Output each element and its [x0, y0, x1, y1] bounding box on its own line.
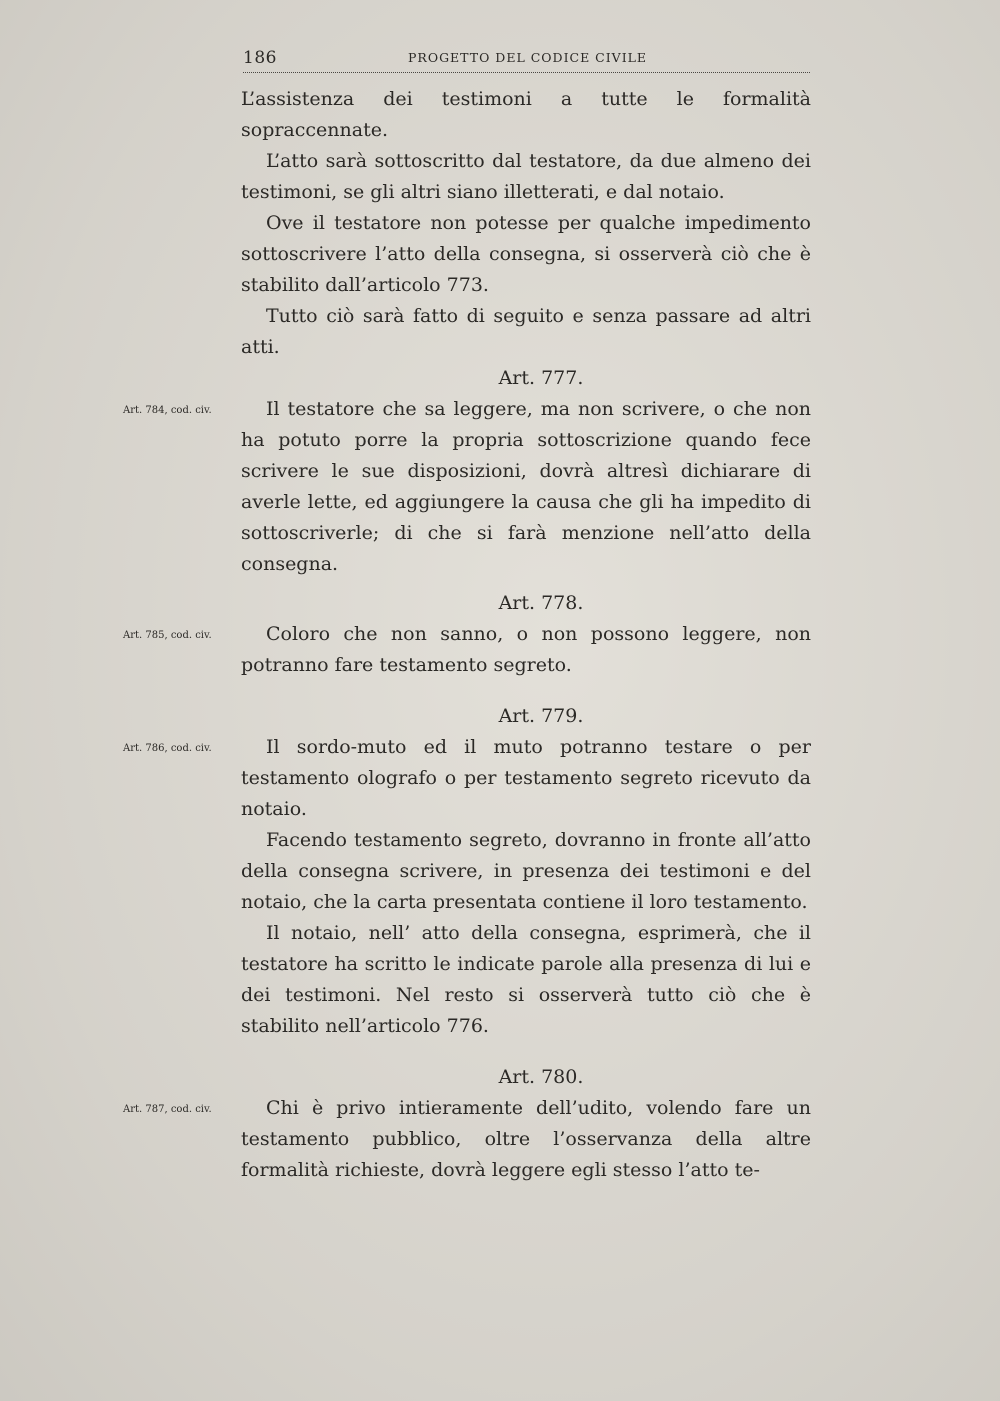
article-779: [123, 701, 811, 1042]
article-title: Art. 780.: [498, 1066, 584, 1088]
article-777: [123, 363, 811, 580]
intro-paragraph: L’assistenza dei testimoni a tutte le formalità sopraccennate.: [241, 88, 811, 141]
article-paragraph: Coloro che non sanno, o non possono leggere, non potranno fare testamento segreto.: [241, 623, 811, 676]
margin-note: Art. 787, cod. civ.: [123, 1104, 212, 1115]
article-paragraph: Il sordo-muto ed il muto potranno testare o per testamento olografo o per testamento segreto ricevuto da notaio.: [241, 736, 811, 820]
intro-paragraph: Ove il testatore non potesse per qualche impedimento sottoscrivere l’atto della consegna, si osserverà ciò che è stabilito dall’articolo 773.: [241, 212, 811, 296]
running-title: PROGETTO DEL CODICE CIVILE: [408, 50, 648, 65]
page-number: 186: [243, 48, 277, 68]
article-paragraph: Il testatore che sa leggere, ma non scrivere, o che non ha potuto porre la propria sottoscrizione quando fece scrivere le sue disposizioni, dovrà altresì dichiarare di averle lette, ed aggiungere la causa che gli ha impedito di sottoscriverle; di che si farà menzione nell’atto della consegna.: [241, 398, 811, 575]
article-780: [123, 1062, 811, 1186]
page-header: [243, 48, 810, 73]
margin-note: Art. 786, cod. civ.: [123, 743, 212, 754]
margin-note: Art. 784, cod. civ.: [123, 405, 212, 416]
article-paragraph: Chi è privo intieramente dell’udito, volendo fare un testamento pubblico, oltre l’osservanza della altre formalità richieste, dovrà leggere egli stesso l’atto te-: [241, 1097, 811, 1181]
article-paragraph: Il notaio, nell’ atto della consegna, esprimerà, che il testatore ha scritto le indicate parole alla presenza di lui e dei testimoni. Nel resto si osserverà tutto ciò che è stabilito nell’articolo 776.: [241, 922, 811, 1037]
article-title: Art. 777.: [498, 367, 584, 389]
article-title: Art. 778.: [498, 592, 584, 614]
article-778: [123, 588, 811, 681]
article-title: Art. 779.: [498, 705, 584, 727]
page-body: [123, 84, 811, 1186]
article-paragraph: Facendo testamento segreto, dovranno in fronte all’atto della consegna scrivere, in presenza dei testimoni e del notaio, che la carta presentata contiene il loro testamento.: [241, 829, 811, 913]
margin-note: Art. 785, cod. civ.: [123, 630, 212, 641]
intro-paragraph: L’atto sarà sottoscritto dal testatore, da due almeno dei testimoni, se gli altri siano illetterati, e dal notaio.: [241, 150, 811, 203]
intro-paragraph: Tutto ciò sarà fatto di seguito e senza passare ad altri atti.: [241, 305, 811, 358]
